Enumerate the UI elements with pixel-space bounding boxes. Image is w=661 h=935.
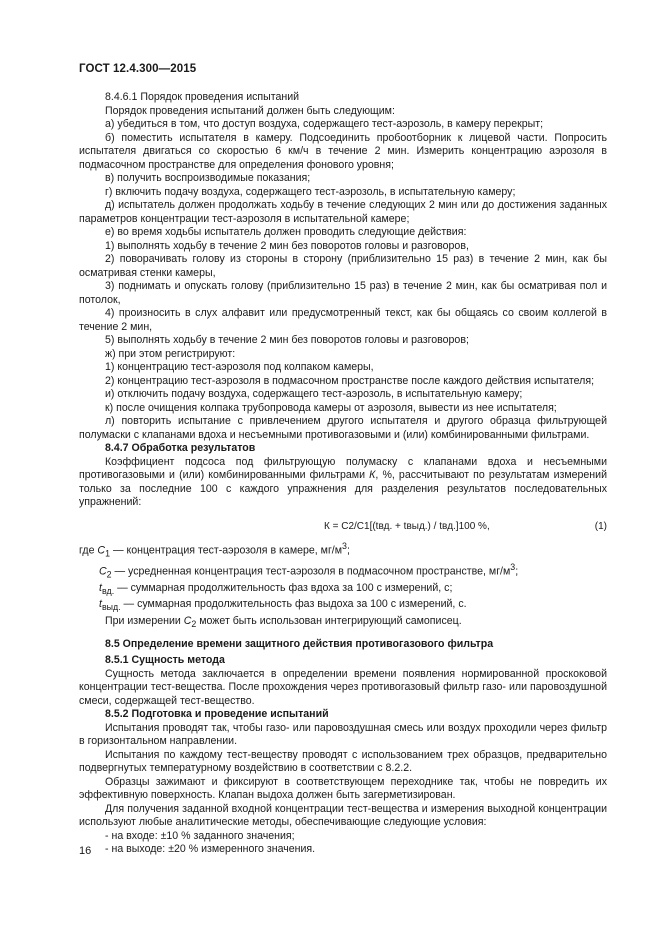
subscript: вд.: [101, 585, 115, 596]
formula-number: (1): [594, 520, 607, 532]
definition-t-inhale: [79, 582, 607, 599]
c-symbol: С: [97, 544, 106, 557]
list-item: в) получить воспроизводимые показания;: [105, 172, 311, 184]
list-item: к) после очищения колпака трубопровода камеры от аэрозоля, вывести из нее испытателя;: [105, 401, 557, 414]
text-fragment: При измерении: [105, 615, 184, 627]
definition-c2: $С_2$ — усредненная концентрация тест-аэрозоля в подмасочном пространстве, $мг/м^3$;: [99, 561, 519, 580]
definition-t-exhale: [79, 598, 607, 615]
document-body: [79, 91, 607, 857]
formula-expression: К = С2/С1[(tвд. + tвыд.) / tвд.]100 %,: [324, 520, 490, 532]
list-item: 1) выполнять ходьбу в течение 2 мин без поворотов головы и разговоров,: [105, 239, 469, 252]
definition-text: — концентрация тест-аэрозоля в камере, мг/м: [110, 544, 343, 557]
subscript: 1: [105, 548, 110, 559]
list-item: д) испытатель должен продолжать ходьбу в течение следующих 2 мин или до достижения заданных параметров концентрации тест-аэрозоля в испытательной камере;: [79, 199, 607, 225]
list-item: б) поместить испытателя в камеру. Подсоединить пробоотборник к лицевой части. Попросить испытателя двигаться со скоростью 6 км/ч в течение 2 мин. Измерить концентрацию аэрозоля в подмасочном пространстве для определения фонового уровня;: [79, 131, 607, 171]
list-item: 2) концентрацию тест-аэрозоля в подмасочном пространстве после каждого действия испытателя;: [105, 374, 595, 387]
paragraph-852: Испытания проводят так, чтобы газо- или паровоздушная смесь или воздух проходили через фильтр в горизонтальном направлении.: [79, 721, 607, 748]
list-item: а) убедиться в том, что доступ воздуха, содержащего тест-аэрозоль, в камеру перекрыт;: [105, 118, 544, 130]
list-item: - на выходе: ±20 % измеренного значения.: [105, 843, 316, 856]
definition-text: — суммарная продолжительность фаз вдоха за 100 с измерений, с;: [114, 581, 453, 594]
subsection-heading: 8.4.6.1 Порядок проведения испытаний: [105, 91, 300, 103]
c-symbol: С: [183, 615, 192, 627]
section-heading-852: 8.5.2 Подготовка и проведение испытаний: [105, 708, 329, 721]
list-item: 1) концентрацию тест-аэрозоля под колпаком камеры,: [105, 361, 374, 373]
text-fragment: Коэффициент подсоса под фильтрующую полумаску с клапанами вдоха и несъемными противогазовыми и (или) комбинированными фильтрами: [79, 455, 607, 481]
section-heading-851: 8.5.1 Сущность метода: [105, 654, 225, 667]
list-item: л) повторить испытание с привлечением другого испытателя и другого образца фильтрующей полумаски с клапанами вдоха и несъемными противогазовыми и (или) комбинированными фильтрами.: [79, 415, 607, 441]
definition-c1: где $С_1$ — концентрация тест-аэрозоля в камере, $мг/м^3$;: [79, 540, 350, 559]
where-word: где: [79, 544, 95, 557]
paragraph-851: Сущность метода заключается в определении времени появления нормированной проскоковой концентрации тест-вещества. После прохождения через противогазовый фильтр газо- или паровоздушной смеси, содержащей тест-вещество.: [79, 667, 607, 707]
paragraph: Порядок проведения испытаний должен быть следующим:: [105, 104, 395, 117]
list-item: и) отключить подачу воздуха, содержащего тест-аэрозоль, в испытательную камеру;: [105, 388, 523, 400]
list-item: г) включить подачу воздуха, содержащего тест-аэрозоль, в испытательную камеру;: [105, 185, 516, 198]
paragraph-852: Испытания по каждому тест-веществу проводят с использованием трех образцов, предварительно подвергнутых температурному воздействию в соответствии с 8.2.2.: [79, 748, 607, 775]
list-item: е) во время ходьбы испытатель должен проводить следующие действия:: [105, 226, 467, 238]
document-header: ГОСТ 12.4.300—2015: [79, 63, 197, 75]
t-symbol: t: [99, 581, 102, 594]
paragraph-852: Образцы зажимают и фиксируют в соответствующем переходнике так, чтобы не повредить их эффективную поверхность. Клапан выдоха должен быть загерметизирован.: [79, 775, 607, 802]
superscript: 3: [342, 540, 347, 551]
list-item: 4) произносить в слух алфавит или предусмотренный текст, как бы общаясь со своим коллегой в течение 2 мин,: [79, 307, 607, 333]
section-heading-847: 8.4.7 Обработка результатов: [105, 442, 256, 454]
list-item: 2) поворачивать голову из стороны в сторону (приблизительно 15 раз) в течение 2 мин, как бы осматривая стенки камеры,: [79, 253, 607, 279]
definition-text: — усредненная концентрация тест-аэрозоля в подмасочном пространстве, мг/м: [111, 565, 511, 578]
list-item: 5) выполнять ходьбу в течение 2 мин без поворотов головы и разговоров;: [105, 334, 469, 346]
superscript: 3: [510, 561, 516, 572]
t-symbol: t: [99, 598, 102, 611]
subscript: выд.: [101, 602, 121, 613]
list-item: ж) при этом регистрируют:: [105, 347, 236, 360]
paragraph-852: Для получения заданной входной концентрации тест-вещества и измерения выходной концентрации используют любые аналитические методы, обеспечивающие следующие условия:: [79, 802, 607, 829]
paragraph-847: [79, 456, 607, 510]
subscript: 2: [106, 569, 112, 580]
page-number: 16: [79, 845, 92, 857]
definition-text: — суммарная продолжительность фаз выдоха за 100 с измерений, с.: [120, 598, 467, 611]
subscript: 2: [191, 619, 197, 630]
c-symbol: С: [99, 565, 107, 578]
list-item: - на входе: ±10 % заданного значения;: [105, 829, 295, 842]
k-symbol: К: [369, 469, 376, 481]
text-fragment: , %, рассчитывают по результатам измерений только за последние 100 с каждого упражнения для разделения результатов последовательных упражнений:: [79, 469, 607, 508]
text-fragment: может быть использован интегрирующий самописец.: [196, 615, 462, 627]
section-heading-85: 8.5 Определение времени защитного действия противогазового фильтра: [105, 637, 494, 650]
formula-block: [79, 517, 607, 538]
measurement-note: [79, 615, 607, 632]
list-item: 3) поднимать и опускать голову (приблизительно 15 раз) в течение 2 мин, как бы осматривая пол и потолок,: [79, 280, 607, 306]
